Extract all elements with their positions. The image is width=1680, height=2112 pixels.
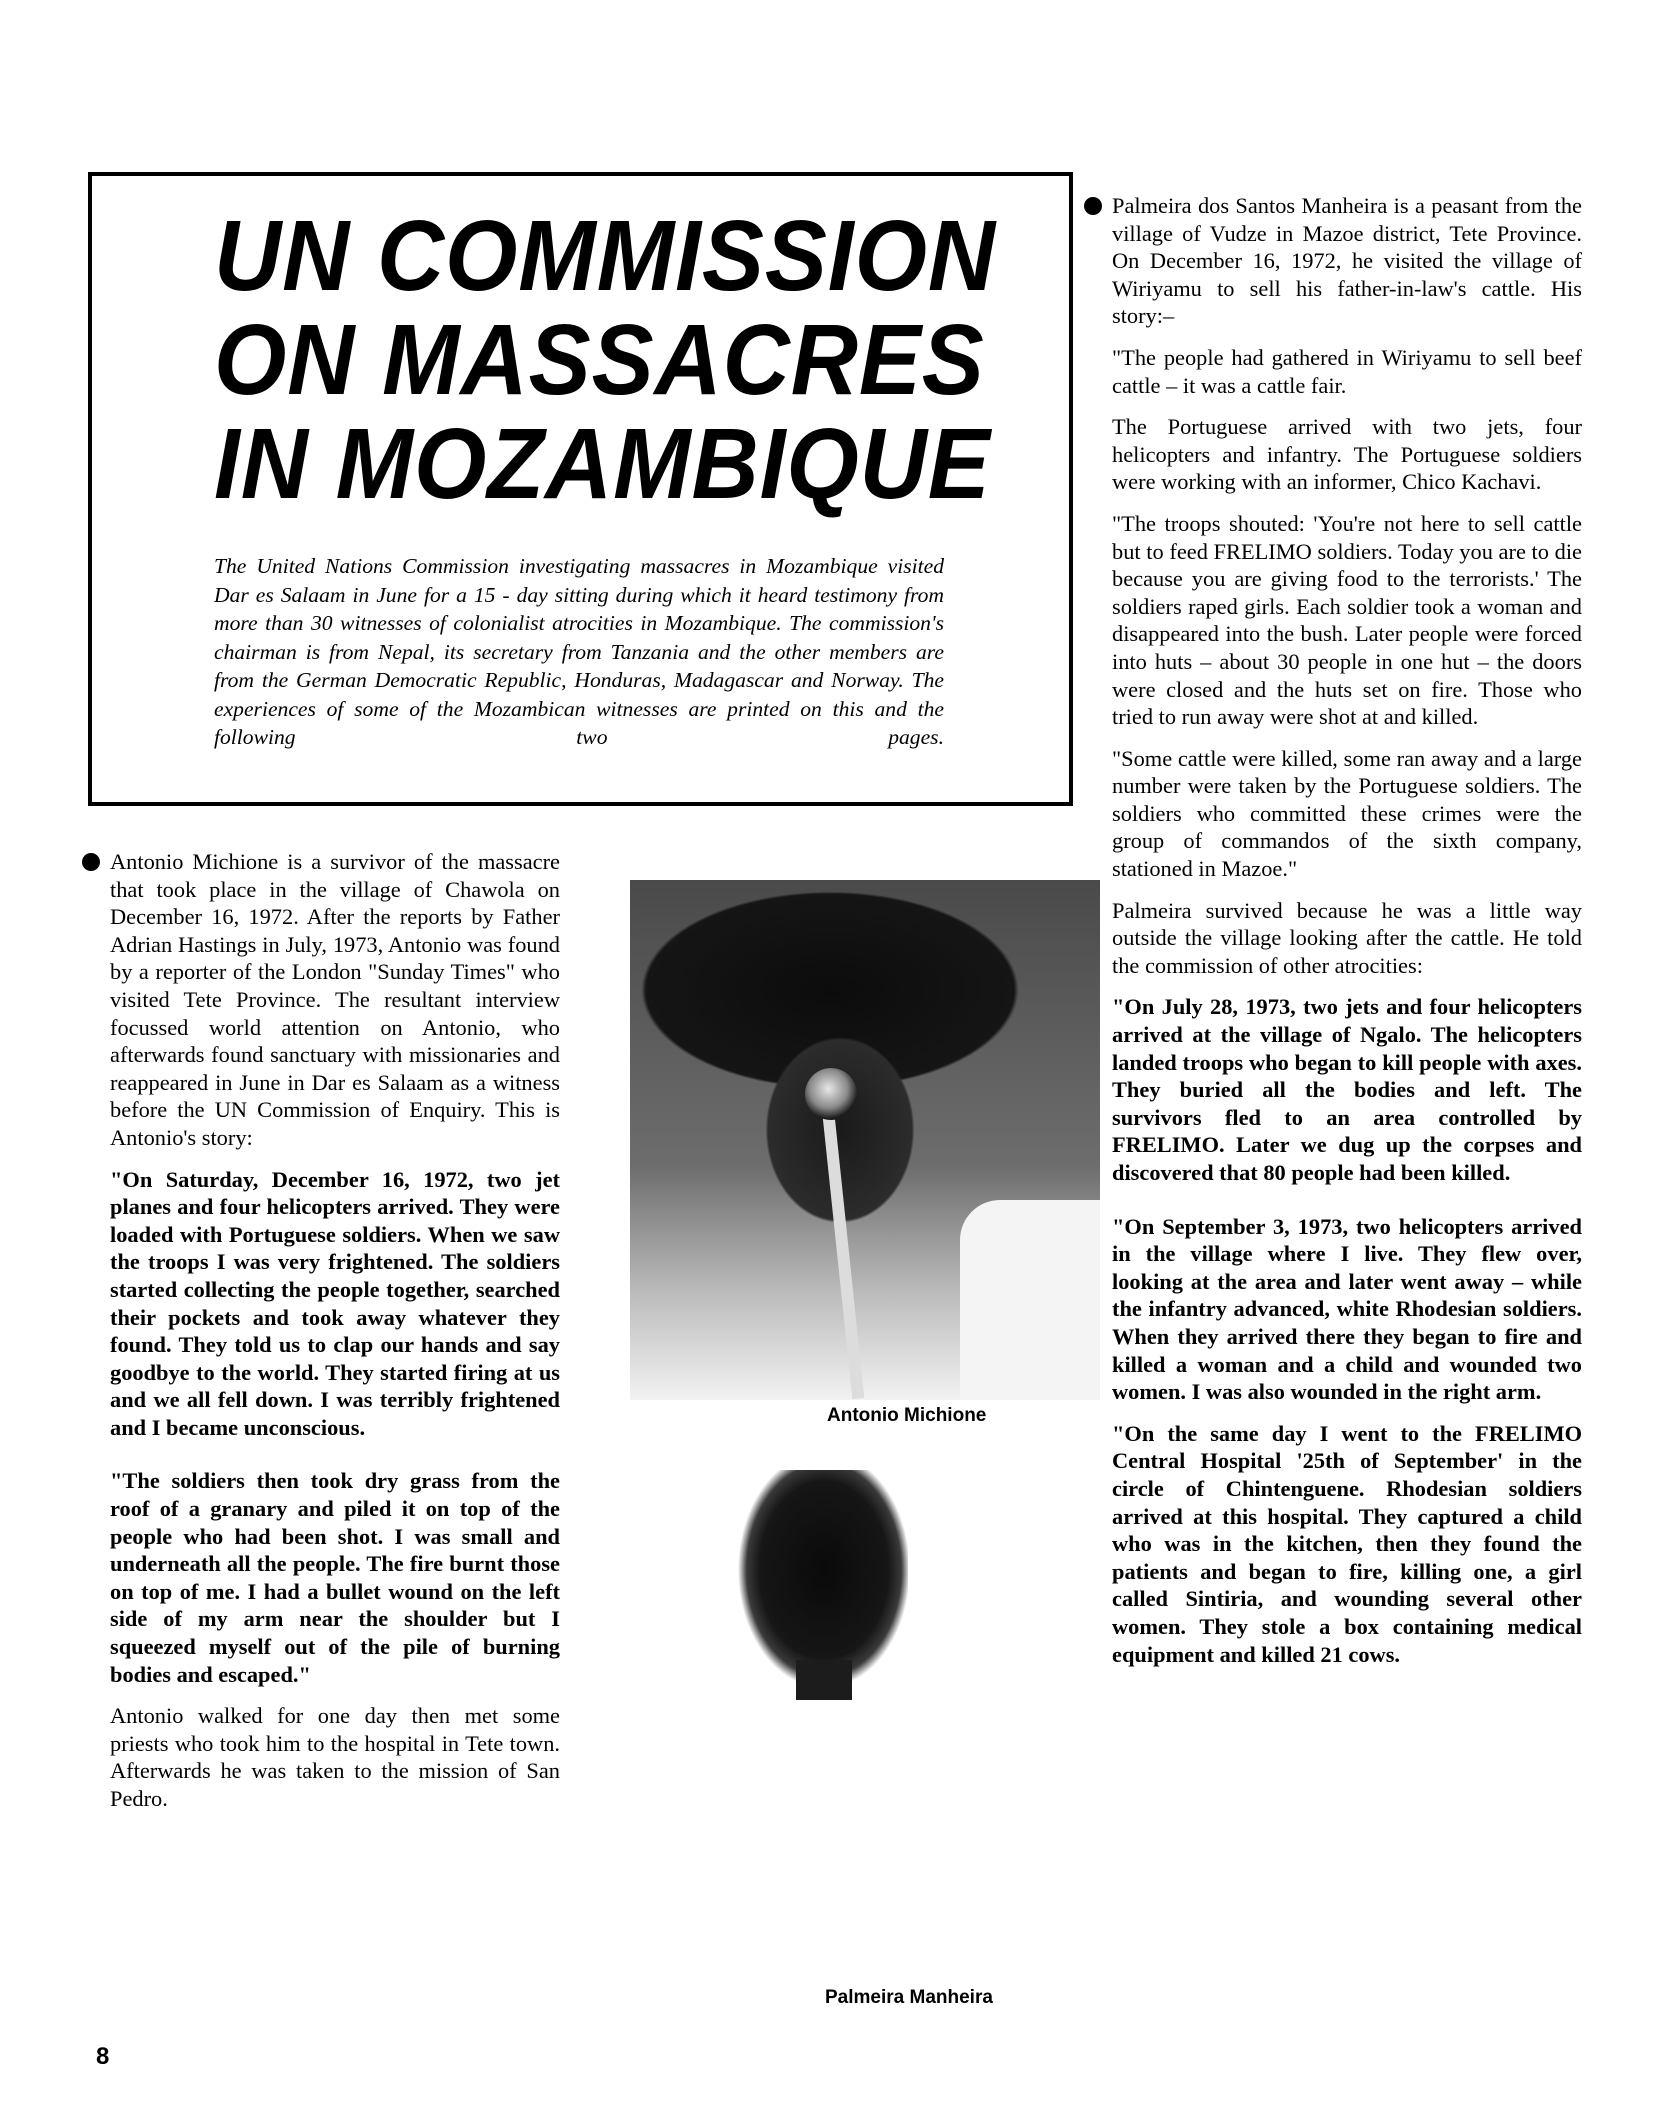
- left-column: [110, 848, 560, 1827]
- right-paragraph-6: Palmeira survived because he was a little way outside the village looking after the cattle. He told the commission of other atrocities:: [1112, 897, 1582, 978]
- photo-palmeira-manheira: [738, 1470, 908, 1700]
- photo-shirt-highlight: [960, 1200, 1100, 1400]
- headline-line-3: IN MOZAMBIQUE: [214, 408, 991, 520]
- right-paragraph-1: [1112, 192, 1582, 330]
- photo-caption-1: Antonio Michione: [827, 1405, 987, 1426]
- right-paragraph-5: "Some cattle were killed, some ran away and a large number were taken by the Portuguese soldiers. The soldiers who committed these crimes were the group of commandos of the sixth company, stationed in Mazoe.": [1112, 745, 1582, 882]
- right-paragraph-1-text: Palmeira dos Santos Manheira is a peasant from the village of Vudze in Mazoe district, Tete Province. On December 16, 1972, he visited the village of Wiriyamu to sell his father-in-law's cattle. His story:–: [1112, 193, 1582, 329]
- title-box: [88, 172, 1073, 806]
- right-column: [1112, 192, 1582, 1682]
- headline-line-2: ON MASSACRES: [214, 304, 985, 416]
- left-paragraph-2: "On Saturday, December 16, 1972, two jet planes and four helicopters arrived. They were loaded with Portuguese soldiers. When we saw the troops I was very frightened. The soldiers started collecting the people together, searched their pockets and took away whatever they found. They told us to clap our hands and say goodbye to the world. They started firing at us and we all fell down. I was terribly frightened and I became unconscious.: [110, 1166, 560, 1440]
- right-paragraph-2: "The people had gathered in Wiriyamu to sell beef cattle – it was a cattle fair.: [1112, 344, 1582, 398]
- left-paragraph-1: [110, 848, 560, 1152]
- microphone-icon: [805, 1068, 857, 1120]
- page-number: 8: [96, 2043, 110, 2070]
- intro-paragraph: The United Nations Commission investigating massacres in Mozambique visited Dar es Salaam in June for a 15 - day sitting during which it heard testimony from more than 30 witnesses of colonialist atrocities in Mozambique. The commission's chairman is from Nepal, its secretary from Tanzania and the other members are from the German Democratic Republic, Honduras, Madagascar and Norway. The experiences of some of the Mozambican witnesses are printed on this and the following two pages.: [214, 554, 944, 749]
- right-paragraph-7: "On July 28, 1973, two jets and four helicopters arrived at the village of Ngalo. The helicopters landed troops who began to kill people with axes. They buried all the bodies and left. The survivors fled to an area controlled by FRELIMO. Later we dug up the corpses and discovered that 80 people had been killed.: [1112, 994, 1582, 1185]
- right-paragraph-4: "The troops shouted: 'You're not here to sell cattle but to feed FRELIMO soldiers. Today you are to die because you are giving food to the terrorists.' The soldiers raped girls. Each soldier took a woman and disappeared into the bush. Later people were forced into huts – about 30 people in one hut – the doors were closed and the huts set on fire. Those who tried to run away were shot at and killed.: [1112, 510, 1582, 730]
- left-paragraph-4: Antonio walked for one day then met some priests who took him to the hospital in Tete town. Afterwards he was taken to the mission of San Pedro.: [110, 1703, 560, 1811]
- left-paragraph-1-text: Antonio Michione is a survivor of the massacre that took place in the village of Chawola on December 16, 1972. After the reports by Father Adrian Hastings in July, 1973, Antonio was found by a reporter of the London "Sunday Times" who visited Tete Province. The resultant interview focussed world attention on Antonio, who afterwards found sanctuary with missionaries and reappeared in June in Dar es Salaam as a witness before the UN Commission of Enquiry. This is Antonio's story:: [110, 849, 560, 1150]
- headline-line-1: UN COMMISSION: [214, 200, 996, 312]
- photo-neck-shape: [796, 1660, 852, 1700]
- headline: [214, 200, 996, 520]
- bullet-icon: [1084, 197, 1102, 215]
- microphone-stand: [822, 1109, 864, 1399]
- bullet-icon: [82, 853, 100, 871]
- photo-antonio-michione: [630, 880, 1100, 1400]
- right-paragraph-3: The Portuguese arrived with two jets, four helicopters and infantry. The Portuguese soldiers were working with an informer, Chico Kachavi.: [1112, 414, 1582, 495]
- photo-caption-2: Palmeira Manheira: [825, 1987, 993, 2008]
- right-paragraph-8: "On September 3, 1973, two helicopters arrived in the village where I live. They flew over, looking at the area and later went away – while the infantry advanced, white Rhodesian soldiers. When they arrived there they began to fire and killed a woman and a child and wounded two women. I was also wounded in the right arm.: [1112, 1213, 1582, 1405]
- right-paragraph-9: "On the same day I went to the FRELIMO Central Hospital '25th of September' in the circle of Chintenguene. Rhodesian soldiers arrived at this hospital. They captured a child who was in the kitchen, then they found the patients and began to fire, killing one, a girl called Sintiria, and wounding several other women. They stole a box containing medical equipment and killed 21 cows.: [1112, 1420, 1582, 1667]
- left-paragraph-3: "The soldiers then took dry grass from the roof of a granary and piled it on top of the people who had been shot. I was small and underneath all the people. The fire burnt those on top of me. I had a bullet wound on the left side of my arm near the shoulder but I squeezed myself out of the pile of burning bodies and escaped.": [110, 1468, 560, 1687]
